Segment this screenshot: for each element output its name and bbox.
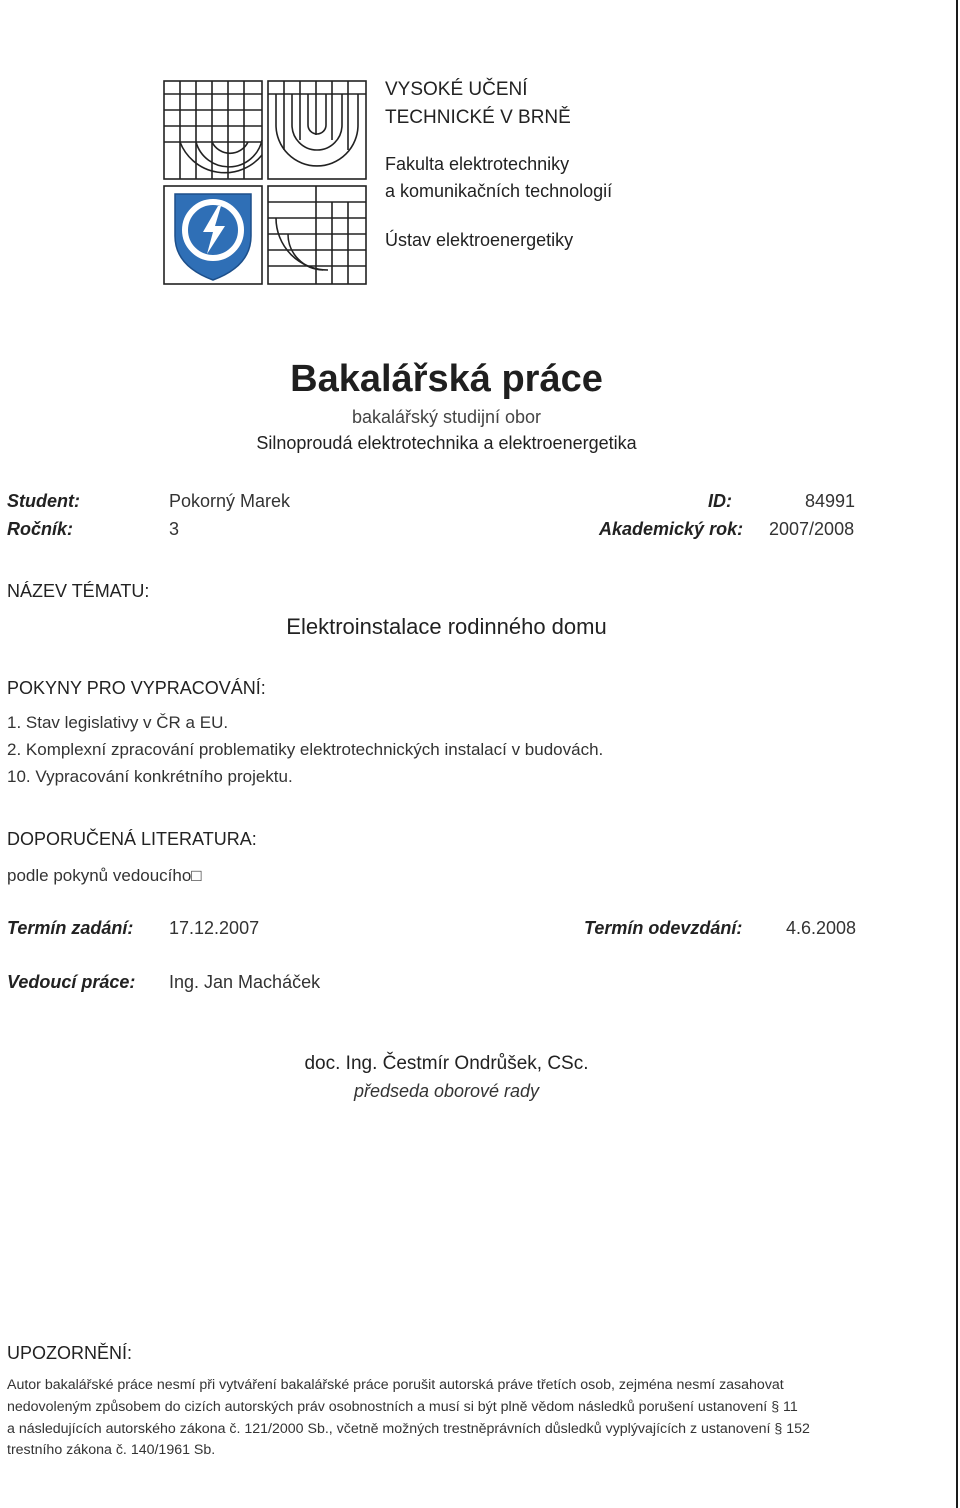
instruction-item: 2. Komplexní zpracování problematiky elektrotechnických instalací v budovách. [7,740,604,759]
instruction-item: 1. Stav legislativy v ČR a EU. [7,713,229,732]
warning-line: nedovoleným způsobem do cizích autorských práv osobnostních a musí si být plně vědom následků porušení ustanovení § 11 [7,1398,798,1415]
literature-text: podle pokynů vedoucího□ [7,866,202,885]
document-title: Bakalářská práce [290,358,603,400]
due-date-label: Termín odevzdání: [584,918,743,938]
student-value: Pokorný Marek [169,491,291,511]
faculty-line-2: a komunikačních technologií [385,181,613,201]
assigned-date-value: 17.12.2007 [169,918,260,938]
warning-line: Autor bakalářské práce nesmí při vytváření bakalářské práce porušit autorská práve třetích osob, zejména nesmí zasahovat [7,1377,784,1393]
study-program: bakalářský studijní obor [351,407,542,427]
year-value: 3 [169,519,180,539]
department-name: Ústav elektroenergetiky [385,230,574,250]
due-date-value: 4.6.2008 [786,918,857,938]
assigned-date-label: Termín zadání: [7,918,134,938]
academic-year-value: 2007/2008 [769,519,855,539]
signatory-name: doc. Ing. Čestmír Ondrůšek, CSc. [304,1053,589,1074]
literature-heading: DOPORUČENÁ LITERATURA: [7,829,257,849]
faculty-name [385,151,612,205]
institution-line-1: VYSOKÉ UČENÍ [385,79,528,100]
institution-line-2: TECHNICKÉ V BRNĚ [385,107,571,128]
academic-year-label: Akademický rok: [599,519,744,539]
supervisor-label: Vedoucí práce: [7,972,136,992]
supervisor-value: Ing. Jan Macháček [169,972,321,992]
student-label: Student: [7,491,80,511]
warning-line: trestního zákona č. 140/1961 Sb. [7,1442,216,1459]
instructions-heading: POKYNY PRO VYPRACOVÁNÍ: [7,678,266,698]
faculty-line-1: Fakulta elektrotechniky [385,154,570,174]
topic-title: Elektroinstalace rodinného domu [286,614,607,639]
id-value: 84991 [805,491,856,511]
year-label: Ročník: [7,519,74,539]
institution-name [385,76,571,132]
warning-heading: UPOZORNĚNÍ: [7,1343,133,1363]
warning-text [7,1375,887,1462]
study-field: Silnoproudá elektrotechnika a elektroenergetika [256,433,637,453]
university-logo [163,80,368,286]
page-edge-line [956,0,958,1508]
instruction-item: 10. Vypracování konkrétního projektu. [7,767,293,786]
id-label: ID: [708,491,732,511]
signatory-role: předseda oborové rady [353,1081,540,1101]
topic-heading: NÁZEV TÉMATU: [7,581,150,601]
warning-line: a následujících autorského zákona č. 121/2000 Sb., včetně možných trestněprávních důsledků vyplývajících z ustanovení § 152 [7,1420,810,1437]
